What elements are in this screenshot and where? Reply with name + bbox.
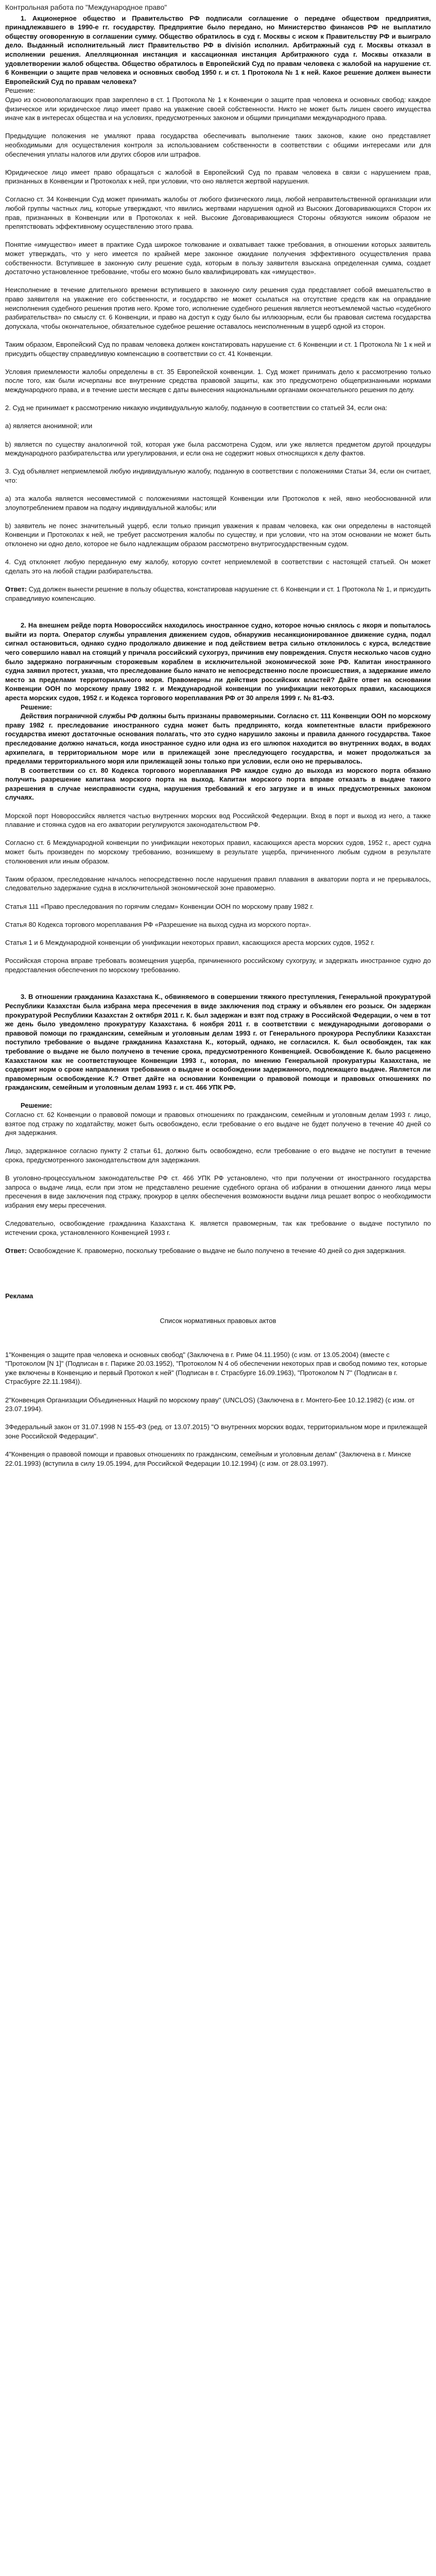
task-2-closing: Российская сторона вправе требовать возмещения ущерба, причиненного российскому сухогрузу, и задержать иностранное судно до предоставления обеспечения по морскому требованию. bbox=[5, 957, 431, 974]
answer-label: Ответ: bbox=[5, 1246, 27, 1255]
task-1-condition: a) эта жалоба является несовместимой с положениями настоящей Конвенции или Протоколов к ней, явно необоснованной или злоупотреблением правом на подачу индивидуальной жалобы; или bbox=[5, 495, 431, 512]
task-2-law-ref: Статья 1 и 6 Международной конвенции об унификации некоторых правил, касающихся ареста морских судов, 1952 г. bbox=[5, 938, 375, 946]
task-2-law-ref: Статья 111 «Право преследования по горячим следам» Конвенции ООН по морскому праву 1982 г. bbox=[5, 902, 314, 910]
task-2-paragraph: В соответствии со ст. 80 Кодекса торгового мореплавания РФ каждое судно до выхода из морского порта обязано получить разрешение капитана морского порта на выход. Капитан морского порта вправе отказать в выдаче такого разрешения в случае неисправности судна, нарушения требований к его загрузке и в иных предусмотренных законом случаях. bbox=[5, 766, 431, 802]
footnote: 1"Конвенция о защите прав человека и основных свобод" (Заключена в г. Риме 04.11.1950) (с изм. от 13.05.2004) (вместе с "Протоколом [N 1]" (Подписан в г. Париже 20.03.1952), "Протоколом N 4 об обеспечении некоторых прав и свобод помимо тех, которые уже включены в Конвенцию и первый Протокол к ней" (Подписан в г. Страсбурге 16.09.1963), "Протоколом N 7" (Подписан в г. Страсбурге 22.11.1984)). bbox=[5, 1350, 427, 1386]
document-title: Контрольная работа по "Международное право" bbox=[5, 3, 167, 11]
task-1 bbox=[5, 14, 431, 603]
task-3-solution-label: Решение: bbox=[21, 1101, 53, 1110]
footnote: 3Федеральный закон от 31.07.1998 N 155-ФЗ (ред. от 13.07.2015) "О внутренних морских водах, территориальном море и прилежащей зоне Российской Федерации". bbox=[5, 1423, 427, 1440]
task-1-answer bbox=[5, 585, 431, 603]
task-1-condition: b) является по существу аналогичной той, которая уже была рассмотрена Судом, или уже является предметом другой процедуры международного разбирательства или урегулирования, и если она не содержит новых относящихся к делу фактов. bbox=[5, 440, 431, 457]
task-2-paragraph: Согласно ст. 6 Международной конвенции по унификации некоторых правил, касающихся ареста морских судов, 1952 г., арест судна может быть произведен по морскому требованию, возникшему в результате ущерба, причиненного любым судном в результате столкновения или иным образом. bbox=[5, 839, 431, 865]
task-1-condition: 3. Суд объявляет неприемлемой любую индивидуальную жалобу, поданную в соответствии с положениями Статьи 34, если он считает, что: bbox=[5, 467, 431, 484]
task-1-question: 1. Акционерное общество и Правительство РФ подписали соглашение о передаче обществом предприятия, принадлежавшего в 1990-е гг. государству. Предприятие было передано, но Министерство финансов РФ не выплатило обществу оговоренную в соглашении сумму. Общество обратилось в суд г. Москвы с иском к Правительству РФ и выиграло дело. Выданный исполнительный лист Правительство РФ в división исполнил. Арбитражный суд г. Москвы отказал в исполнении решения. Апелляционная инстанция и кассационная инстанция Арбитражного суда г. Москвы отказали в удовлетворении жалоб общества. Общество обратилось в Европейский Суд по правам человека с жалобой на нарушение ст. 6 Конвенции о защите прав человека и основных свобод 1950 г. и ст. 1 Протокола № 1 к ней. Какое решение должен вынести Европейский Суд по правам человека? bbox=[5, 14, 431, 86]
task-3-question: 3. В отношении гражданина Казахстана К., обвиняемого в совершении тяжкого преступления, Генеральной прокуратурой Республики Казахстан была избрана мера пресечения в виде заключения под стражу и объявлен его розыск. Он задержан прокуратурой Республики Казахстан 2 октября 2011 г. К. был задержан и взят под стражу в Российской Федерации, о чем в тот же день было уведомлено прокуратуру Казахстана. 6 ноября 2011 г. в соответствии с международными договорами о правовой помощи по гражданским, семейным и уголовным делам 1993 г. от Генерального прокурора Республики Казахстан поступило требование о выдаче гражданина Казахстана К., который, однако, не согласился. К. был освобожден, так как требование о выдаче не было получено в течение срока, предусмотренного Конвенцией. Освобождение К. было расценено Казахстаном как не соответствующее Конвенции 1993 г., которая, по мнению Генеральной прокуратуры Казахстана, не содержит норм о сроке направления требования о выдаче и освобождении задержанного, подлежащего выдаче. Является ли правомерным освобождение К.? Ответ дайте на основании Конвенции о правовой помощи и правовых отношениях по гражданским, семейным и уголовным делам 1993 г. и ст. 466 УПК РФ. bbox=[5, 993, 431, 1092]
task-3-paragraph: В уголовно-процессуальном законодательстве РФ ст. 466 УПК РФ установлено, что при получении от иностранного государства запроса о выдаче лица, если при этом не представлено решение судебного органа об избрании в отношении данного лица меры пресечения в виде заключения под стражу, прокурор в целях обеспечения возможности выдачи лица решает вопрос о необходимости избрания ему меры пресечения. bbox=[5, 1174, 431, 1209]
task-1-condition: 4. Суд отклоняет любую переданную ему жалобу, которую сочтет неприемлемой в соответствии с настоящей статьей. Он может сделать это на любой стадии разбирательства. bbox=[5, 558, 431, 575]
task-1-paragraph: Неисполнение в течение длительного времени вступившего в законную силу решения суда представляет собой вмешательство в право заявителя на уважение его собственности, и государство не может ссылаться на отсутствие средств как на оправдание неисполнения судебного решения против него. Кроме того, исполнение судебного решения является неотъемлемой частью «судебного разбирательства» по смыслу ст. 6 Конвенции, и право на доступ к суду было бы иллюзорным, если бы правовая система государства допускала, чтобы окончательное, обязательное судебное решение оставалось неисполненным в ущерб одной из сторон. bbox=[5, 286, 431, 330]
task-1-paragraph: Таким образом, Европейский Суд по правам человека должен констатировать нарушение ст. 6 Конвенции и ст. 1 Протокола № 1 к ней и присудить обществу справедливую компенсацию в соответствии со ст. 41 Конвенции. bbox=[5, 340, 431, 358]
task-2-paragraph: Действия пограничной службы РФ должны быть признаны правомерными. Согласно ст. 111 Конвенции ООН по морскому праву 1982 г. преследование иностранного судна может быть предпринято, когда компетентные власти прибрежного государства имеют достаточные основания полагать, что это судно нарушило законы и правила данного государства. Такое преследование должно начаться, когда иностранное судно или одна из его шлюпок находится во внутренних водах, в водах архипелага, в территориальном море или в прилежащей зоне преследующего государства, и может продолжаться за пределами территориального моря или прилежащей зоны только при условии, если оно не прерывалось. bbox=[5, 712, 431, 766]
task-1-condition: a) является анонимной; или bbox=[5, 422, 93, 430]
task-1-solution-label bbox=[5, 86, 431, 95]
task-2-paragraph: Морской порт Новороссийск является частью внутренних морских вод Российской Федерации. Вход в порт и выход из него, а также плавание и стоянка судов на его акватории регулируются законодательством РФ. bbox=[5, 811, 431, 829]
task-1-condition: 2. Суд не принимает к рассмотрению никакую индивидуальную жалобу, поданную в соответствии со статьей 34, если она: bbox=[5, 404, 388, 412]
task-3-paragraph: Следовательно, освобождение гражданина Казахстана К. является правомерным, так как требование о выдаче поступило по истечении срока, установленного Конвенцией 1993 г. bbox=[5, 1219, 431, 1236]
task-2-solution-label: Решение: bbox=[21, 703, 53, 711]
footnotes bbox=[5, 1350, 431, 1468]
task-3 bbox=[5, 992, 431, 1255]
task-1-condition: b) заявитель не понес значительный ущерб, если только принцип уважения к правам человека, как они определены в настоящей Конвенции и Протоколах к ней, не требует рассмотрения жалобы по существу, и при условии, что на этом основании не может быть отклонено ни одно дело, которое не было надлежащим образом рассмотрено внутригосударственным судом. bbox=[5, 521, 431, 548]
task-2 bbox=[5, 621, 431, 974]
task-2-law-ref: Статья 80 Кодекса торгового мореплавания РФ «Разрешение на выход судна из морского порта». bbox=[5, 920, 311, 928]
list-title: Список нормативных правовых актов bbox=[160, 1316, 276, 1325]
task-2-paragraph: Таким образом, преследование началось непосредственно после нарушения правил плавания в акватории порта и не прерывалось, следовательно задержание судна в исключительной экономической зоне правомерно. bbox=[5, 875, 431, 892]
task-1-conditions-intro: Условия приемлемости жалобы определены в ст. 35 Европейской конвенции. 1. Суд может принимать дело к рассмотрению только после того, как были исчерпаны все внутренние средства правовой защиты, как это предусмотрено общепризнанными нормами международного права, и в течение шести месяцев с даты вынесения национальными органами окончательного решения по делу. bbox=[5, 367, 431, 394]
ad-label: Реклама bbox=[5, 1292, 33, 1300]
task-3-answer bbox=[5, 1246, 431, 1256]
task-1-paragraph: Одно из основополагающих прав закреплено в ст. 1 Протокола № 1 к Конвенции о защите прав человека и основных свобод: каждое физическое или юридическое лицо имеет право на уважение своей собственности. Никто не может быть лишен своего имущества иначе как в интересах общества и на условиях, предусмотренных законом и общими принципами международного права. bbox=[5, 95, 431, 122]
answer-text: Суд должен вынести решение в пользу общества, констатировав нарушение ст. 6 Конвенции и ст. 1 Протокола № 1, и присудить справедливую компенсацию. bbox=[5, 585, 431, 602]
answer-label: Ответ: bbox=[5, 585, 27, 593]
task-1-paragraph: Юридическое лицо имеет право обращаться с жалобой в Европейский Суд по правам человека в связи с нарушением прав, признанных в Конвенции и Протоколах к ней, при условии, что оно является жертвой нарушения. bbox=[5, 168, 431, 185]
footnote: 2"Конвенция Организации Объединенных Наций по морскому праву" (UNCLOS) (Заключена в г. Монтего-Бее 10.12.1982) (с изм. от 23.07.1994). bbox=[5, 1396, 415, 1413]
footnote: 4"Конвенция о правовой помощи и правовых отношениях по гражданским, семейным и уголовным делам" (Заключена в г. Минске 22.01.1993) (вступила в силу 19.05.1994, для Российской Федерации 10.12.1994) (с изм. от 28.03.1997). bbox=[5, 1450, 411, 1467]
task-3-paragraph: Согласно ст. 62 Конвенции о правовой помощи и правовых отношениях по гражданским, семейным и уголовным делам 1993 г. лицо, взятое под стражу по ходатайству, может быть освобождено, если требование о его выдаче не будет получено в течение 40 дней со дня задержания. bbox=[5, 1111, 431, 1137]
task-2-question: 2. На внешнем рейде порта Новороссийск находилось иностранное судно, которое ночью снялось с якоря и попыталось выйти из порта. Оператор службы управления движением судов, обнаружив несанкционированное движение судна, подал сигнал остановиться, однако судно продолжало движение и под действием ветра сильно отклонилось с курса, вследствие чего совершило навал на стоящий у причала российский сухогруз, причинив ему повреждения. Спустя несколько часов судно было задержано пограничным сторожевым кораблем в исключительной экономической зоне РФ. Капитан иностранного судна заявил протест, указав, что преследование было начато не непосредственно после происшествия, а задержание имело место за пределами территориального моря. Правомерны ли действия российских властей? Дайте ответ на основании Конвенции ООН по морскому праву 1982 г. и Международной конвенции по унификации некоторых правил, касающихся ареста морских судов, 1952 г. и Кодекса торгового мореплавания РФ от 30 апреля 1999 г. № 81-ФЗ. bbox=[5, 621, 431, 702]
task-3-paragraph: Лицо, задержанное согласно пункту 2 статьи 61, должно быть освобождено, если требование о его выдаче не поступит в течение срока, предусмотренного законодательством для задержания. bbox=[5, 1147, 431, 1164]
task-1-paragraph: Согласно ст. 34 Конвенции Суд может принимать жалобы от любого физического лица, любой неправительственной организации или любой группы частных лиц, которые утверждают, что явились жертвами нарушения одной из Высоких Договаривающихся Сторон их прав, признанных в Конвенции или в Протоколах к ней. Высокие Договаривающиеся Стороны обязуются никоим образом не препятствовать эффективному осуществлению этого права. bbox=[5, 195, 431, 231]
task-1-paragraph: Предыдущие положения не умаляют права государства обеспечивать выполнение таких законов, какие оно представляет необходимыми для осуществления контроля за использованием собственности в соответствии с общими интересами или для обеспечения уплаты налогов или других сборов или штрафов. bbox=[5, 132, 431, 158]
task-1-paragraph: Понятие «имущество» имеет в практике Суда широкое толкование и охватывает также требования, в отношении которых заявитель может утверждать, что у него имеется по крайней мере законное ожидание получения эффективного осуществления права собственности. Вступившее в законную силу решение суда, которым в пользу заявителя взыскана определенная сумма, создает достаточно установленное требование, чтобы его можно было квалифицировать как «имущество». bbox=[5, 241, 431, 276]
solution-label: Решение: bbox=[5, 87, 36, 95]
answer-text: Освобождение К. правомерно, поскольку требование о выдаче не было получено в течение 40 дней со дня задержания. bbox=[28, 1246, 406, 1255]
